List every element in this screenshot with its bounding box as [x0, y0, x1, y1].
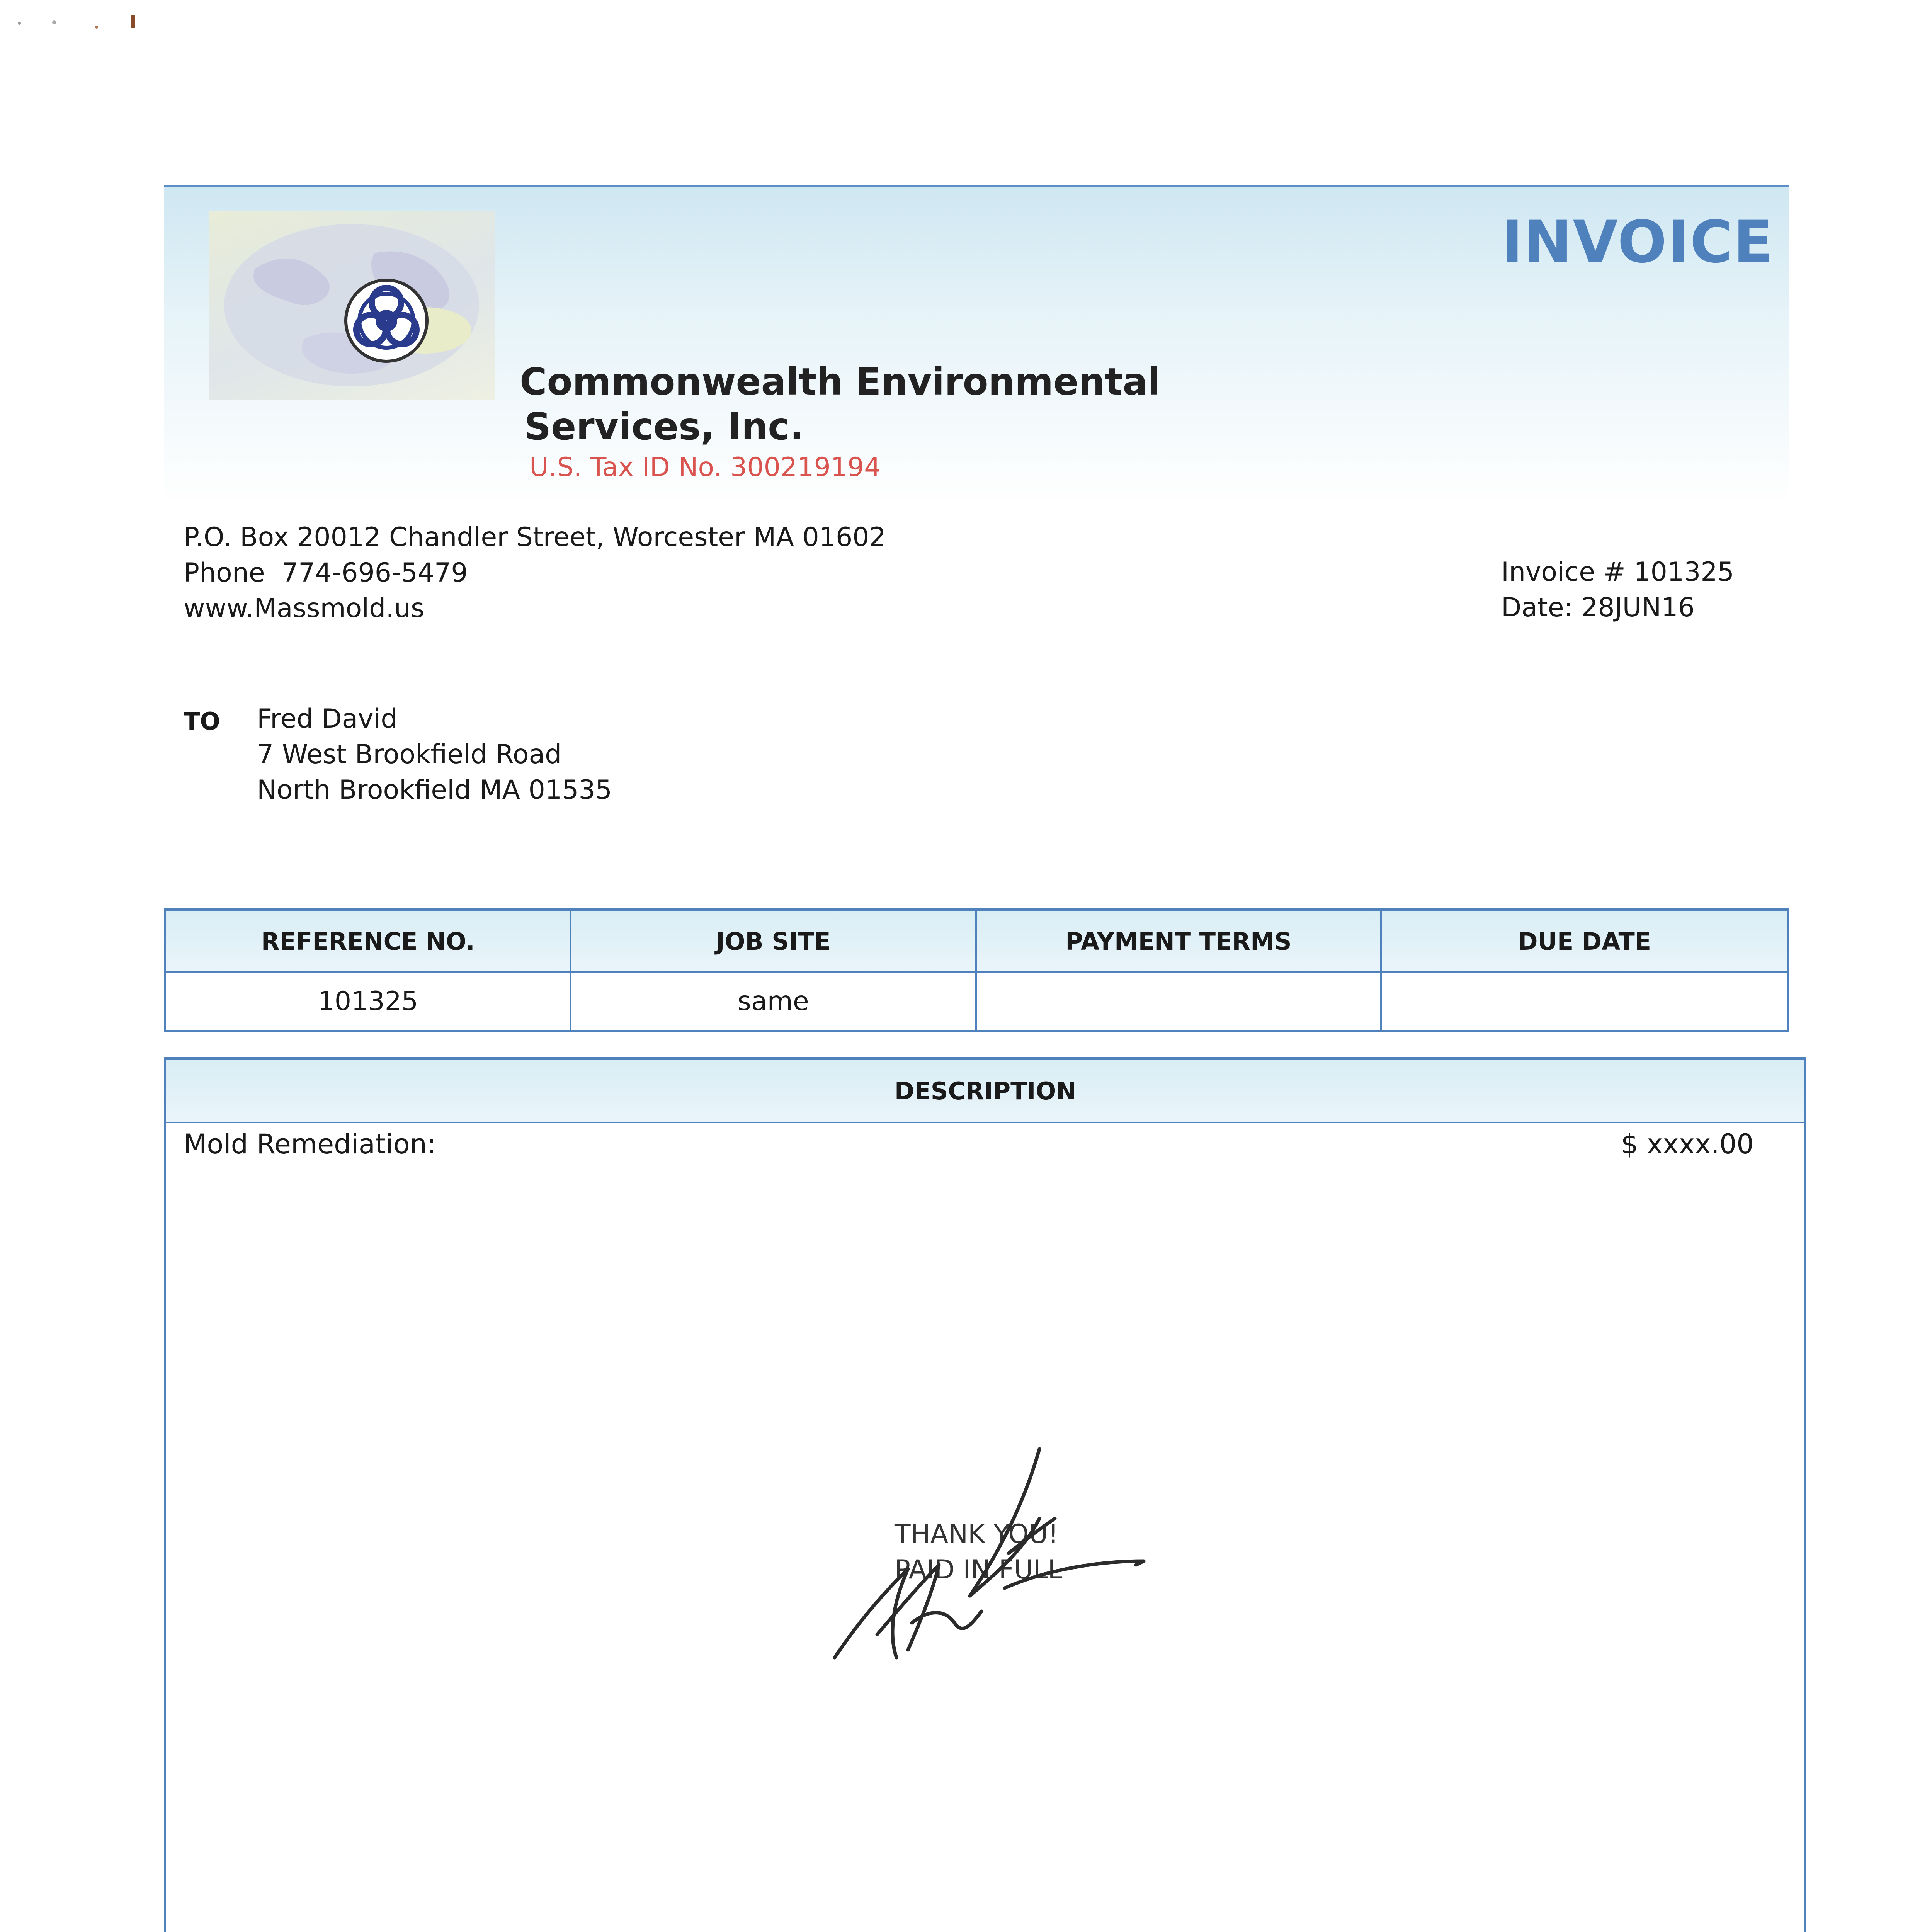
ref-value-due-date — [1382, 973, 1787, 1030]
handwritten-signature — [823, 1441, 1155, 1681]
reference-table — [164, 908, 1789, 1032]
recipient-street: 7 West Brookfield Road — [257, 739, 562, 770]
to-label: TO — [184, 707, 220, 735]
invoice-meta — [1501, 554, 1734, 626]
stamp-line1: THANK YOU! — [895, 1519, 1059, 1549]
sender-address-block — [184, 520, 886, 626]
ref-value-job-site: same — [571, 973, 977, 1030]
ref-value-payment-terms — [977, 973, 1382, 1030]
ref-header-due-date: DUE DATE — [1382, 911, 1787, 973]
tax-id: U.S. Tax ID No. 300219194 — [529, 452, 881, 483]
company-name — [520, 359, 1370, 449]
recipient-name: Fred David — [257, 704, 398, 734]
company-logo — [209, 211, 495, 400]
recipient-city: North Brookfield MA 01535 — [257, 775, 612, 805]
invoice-title: INVOICE — [1501, 209, 1774, 276]
stamp-line2: PAID IN FULL — [895, 1554, 1063, 1585]
ref-value-reference: 101325 — [166, 973, 571, 1030]
invoice-date: Date: 28JUN16 — [1501, 592, 1695, 623]
ref-header-reference: REFERENCE NO. — [166, 911, 571, 973]
biohazard-globe-icon — [209, 211, 495, 400]
recipient-block — [257, 701, 612, 808]
ref-header-job-site: JOB SITE — [571, 911, 977, 973]
line-item-label: Mold Remediation: — [184, 1128, 436, 1160]
company-name-line1: Commonwealth Environmental — [520, 360, 1161, 403]
company-name-line2: Services, Inc. — [524, 405, 804, 448]
ref-header-payment-terms: PAYMENT TERMS — [977, 911, 1382, 973]
sender-phone: Phone 774-696-5479 — [184, 558, 468, 588]
sender-address: P.O. Box 20012 Chandler Street, Worcester MA 01602 — [184, 522, 886, 553]
description-header: DESCRIPTION — [166, 1060, 1804, 1123]
line-item-amount: $ xxxx.00 — [1621, 1128, 1754, 1160]
invoice-number: Invoice # 101325 — [1501, 557, 1734, 587]
scan-specks — [15, 12, 155, 35]
sender-website: www.Massmold.us — [184, 593, 425, 624]
